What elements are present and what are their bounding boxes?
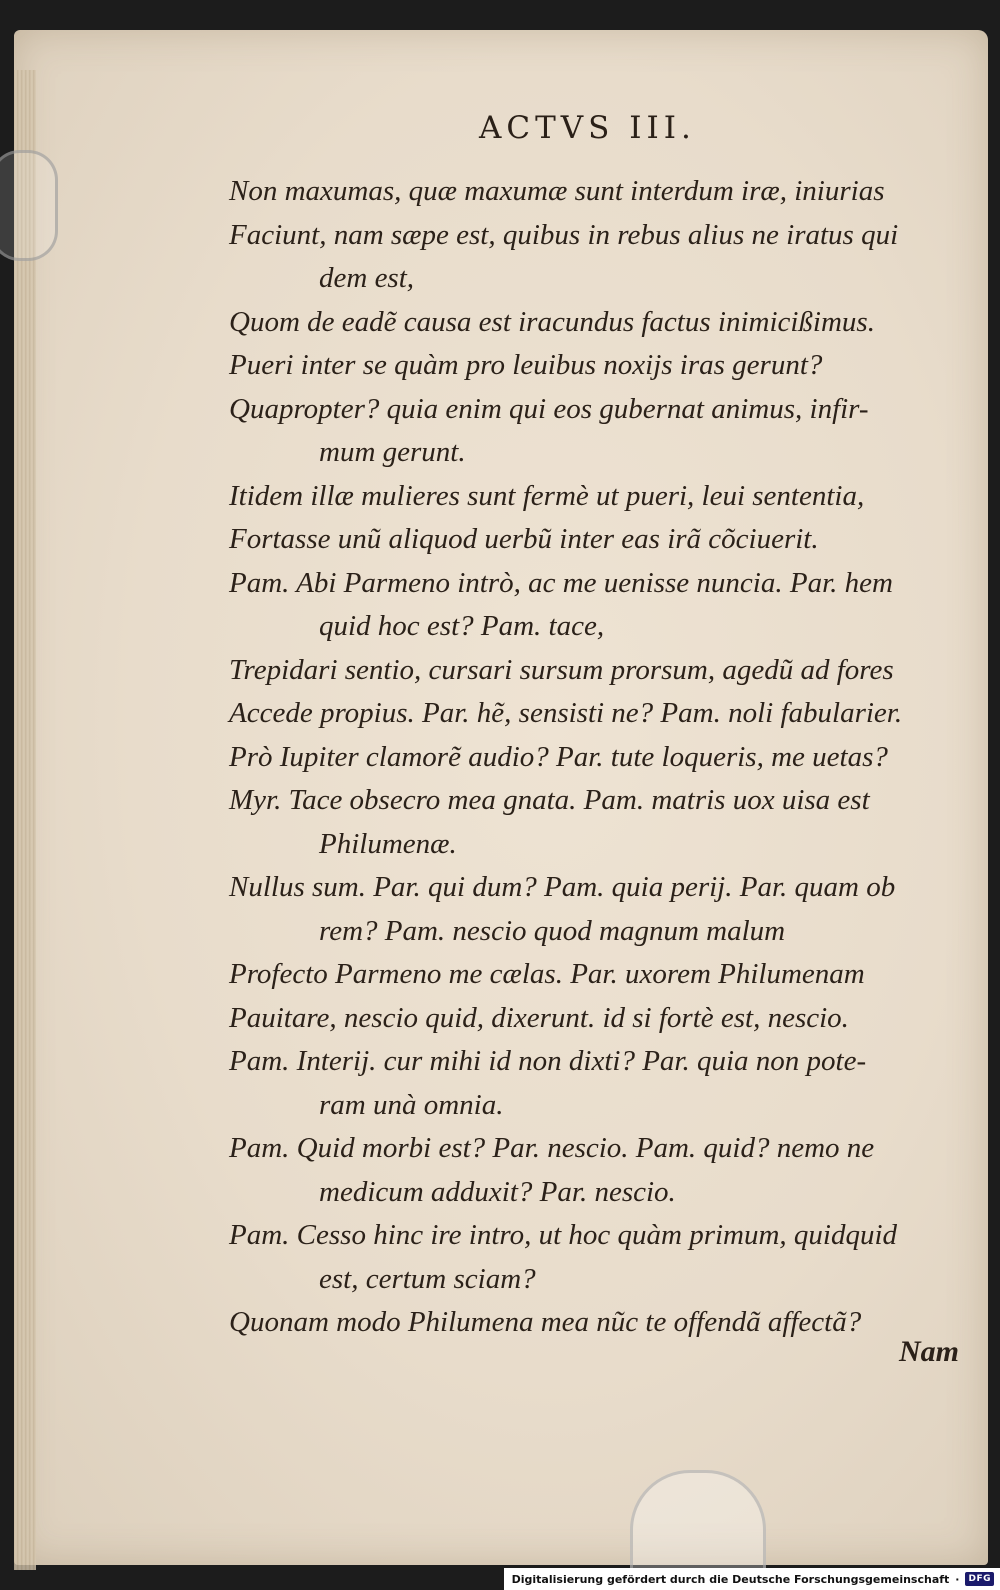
- text-line: Profecto Parmeno me cælas. Par. uxorem Philumenam: [229, 958, 865, 990]
- dfg-logo: DFG: [965, 1572, 994, 1586]
- text-line: Faciunt, nam sæpe est, quibus in rebus alius ne iratus qui: [229, 218, 899, 251]
- text-line: quid hoc est? Pam. tace,: [319, 610, 605, 642]
- text-line: Trepidari sentio, cursari sursum prorsum, agedũ ad fores: [229, 653, 894, 686]
- page-edges: [14, 70, 36, 1570]
- text-line: Pam. Cesso hinc ire intro, ut hoc quàm primum, quidquid: [229, 1219, 898, 1251]
- text-line: Pueri inter se quàm pro leuibus noxijs iras gerunt?: [229, 349, 823, 381]
- text-line: medicum adduxit? Par. nescio.: [319, 1175, 676, 1208]
- text-line: Nullus sum. Par. qui dum? Pam. quia perij. Par. quam ob: [229, 871, 896, 903]
- text-line: rem? Pam. nescio quod magnum malum: [319, 914, 786, 947]
- text-line: Quapropter? quia enim qui eos gubernat animus, infir-: [229, 392, 869, 425]
- book-page: [14, 30, 988, 1565]
- separator: ·: [955, 1572, 960, 1586]
- text-line: ram unà omnia.: [319, 1088, 504, 1121]
- text-line: Quom de eadẽ causa est iracundus factus inimicißimus.: [229, 305, 875, 338]
- catchword: Nam: [899, 1335, 959, 1368]
- text-line: Prò Iupiter clamorẽ audio? Par. tute loqueris, me uetas?: [229, 740, 888, 773]
- text-line: Pam. Abi Parmeno intrò, ac me uenisse nuncia. Par. hem: [229, 566, 893, 599]
- credit-text: Digitalisierung gefördert durch die Deutsche Forschungsgemeinschaft: [511, 1572, 950, 1586]
- text-line: mum gerunt.: [319, 436, 466, 468]
- text-block: [229, 170, 979, 1345]
- page-clip-left: [0, 150, 58, 261]
- text-line: Pauitare, nescio quid, dixerunt. id si fortè est, nescio.: [229, 1001, 849, 1034]
- digitization-credit: [504, 1568, 1000, 1590]
- text-line: Pam. Quid morbi est? Par. nescio. Pam. quid? nemo ne: [229, 1132, 875, 1164]
- text-line: Pam. Interij. cur mihi id non dixti? Par. quia non pote-: [229, 1045, 867, 1077]
- text-line: est, certum sciam?: [319, 1262, 536, 1295]
- text-line: Non maxumas, quæ maxumæ sunt interdum iræ, iniurias: [229, 175, 885, 207]
- text-line: Myr. Tace obsecro mea gnata. Pam. matris uox uisa est: [229, 784, 870, 816]
- text-line: Quonam modo Philumena mea nũc te offendã affectã?: [229, 1306, 862, 1338]
- text-line: Itidem illæ mulieres sunt fermè ut pueri, leui sententia,: [229, 479, 865, 512]
- text-line: Fortasse unũ aliquod uerbũ inter eas irã cõciuerit.: [229, 523, 819, 555]
- running-header: ACTVS III.: [479, 110, 696, 146]
- text-line: Accede propius. Par. hẽ, sensisti ne? Pam. noli fabularier.: [229, 697, 903, 729]
- text-line: Philumenæ.: [319, 827, 457, 860]
- text-line: dem est,: [319, 262, 415, 294]
